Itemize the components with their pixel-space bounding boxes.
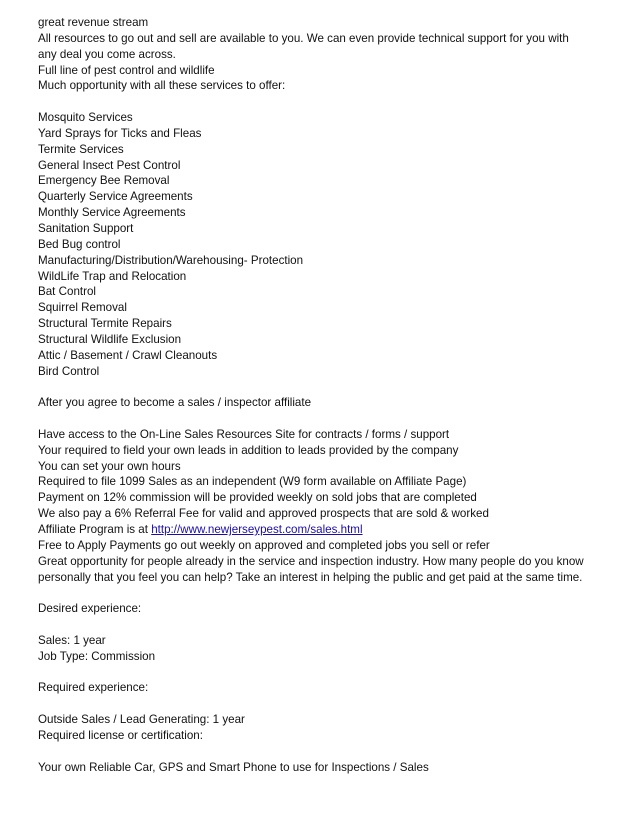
detail-line: Free to Apply Payments go out weekly on approved and completed jobs you sell or refer bbox=[38, 538, 490, 552]
required-experience-heading: Required experience: bbox=[38, 681, 149, 695]
detail-line: Have access to the On-Line Sales Resources Site for contracts / forms / support bbox=[38, 427, 450, 441]
service-item: Structural Termite Repairs bbox=[38, 317, 172, 331]
service-item: Sanitation Support bbox=[38, 221, 134, 235]
spacer bbox=[38, 696, 618, 712]
detail-line: Payment on 12% commission will be provided weekly on sold jobs that are completed bbox=[38, 491, 477, 505]
detail-line: You can set your own hours bbox=[38, 459, 181, 473]
detail-line: Your required to field your own leads in addition to leads provided by the company bbox=[38, 443, 459, 457]
affiliate-program-line bbox=[38, 522, 618, 538]
service-item: Structural Wildlife Exclusion bbox=[38, 332, 182, 346]
intro-line-5: Much opportunity with all these services to offer: bbox=[38, 79, 286, 93]
spacer bbox=[38, 94, 618, 110]
detail-line: Required to file 1099 Sales as an independent (W9 form available on Affiliate Page) bbox=[38, 475, 467, 489]
service-item: Monthly Service Agreements bbox=[38, 206, 186, 220]
service-item: Yard Sprays for Ticks and Fleas bbox=[38, 126, 202, 140]
affiliate-details bbox=[38, 427, 618, 585]
service-item: Manufacturing/Distribution/Warehousing- Protection bbox=[38, 253, 304, 267]
service-item: Squirrel Removal bbox=[38, 301, 127, 315]
intro-line-2: All resources to go out and sell are available to you. We can even provide technical support for you with bbox=[38, 31, 569, 45]
intro-line-4: Full line of pest control and wildlife bbox=[38, 63, 215, 77]
intro-line-3: any deal you come across. bbox=[38, 47, 176, 61]
service-item: WildLife Trap and Relocation bbox=[38, 269, 187, 283]
service-item: Emergency Bee Removal bbox=[38, 174, 170, 188]
spacer bbox=[38, 585, 618, 601]
detail-line: We also pay a 6% Referral Fee for valid and approved prospects that are sold & worked bbox=[38, 507, 489, 521]
intro-line-1: great revenue stream bbox=[38, 16, 149, 29]
detail-line: Great opportunity for people already in the service and inspection industry. How many people do you know bbox=[38, 554, 584, 568]
detail-line: personally that you feel you can help? Take an interest in helping the public and get paid at the same time. bbox=[38, 570, 583, 584]
desired-experience-heading: Desired experience: bbox=[38, 602, 142, 616]
affiliate-intro: After you agree to become a sales / inspector affiliate bbox=[38, 396, 312, 410]
required-license: Required license or certification: bbox=[38, 728, 203, 742]
service-item: Bat Control bbox=[38, 285, 96, 299]
desired-sales: Sales: 1 year bbox=[38, 633, 106, 647]
services-list bbox=[38, 110, 618, 379]
spacer bbox=[38, 744, 618, 760]
required-outside-sales: Outside Sales / Lead Generating: 1 year bbox=[38, 713, 245, 727]
service-item: Bed Bug control bbox=[38, 237, 121, 251]
spacer bbox=[38, 665, 618, 681]
required-equipment: Your own Reliable Car, GPS and Smart Phone to use for Inspections / Sales bbox=[38, 760, 429, 774]
service-item: General Insect Pest Control bbox=[38, 158, 181, 172]
affiliate-program-link[interactable]: http://www.newjerseypest.com/sales.html bbox=[151, 523, 363, 536]
job-type: Job Type: Commission bbox=[38, 649, 156, 663]
service-item: Mosquito Services bbox=[38, 111, 133, 125]
affiliate-program-prefix: Affiliate Program is at bbox=[38, 523, 152, 536]
spacer bbox=[38, 617, 618, 633]
spacer bbox=[38, 379, 618, 395]
spacer bbox=[38, 411, 618, 427]
service-item: Termite Services bbox=[38, 142, 124, 156]
service-item: Bird Control bbox=[38, 364, 100, 378]
service-item: Quarterly Service Agreements bbox=[38, 190, 193, 204]
service-item: Attic / Basement / Crawl Cleanouts bbox=[38, 348, 218, 362]
